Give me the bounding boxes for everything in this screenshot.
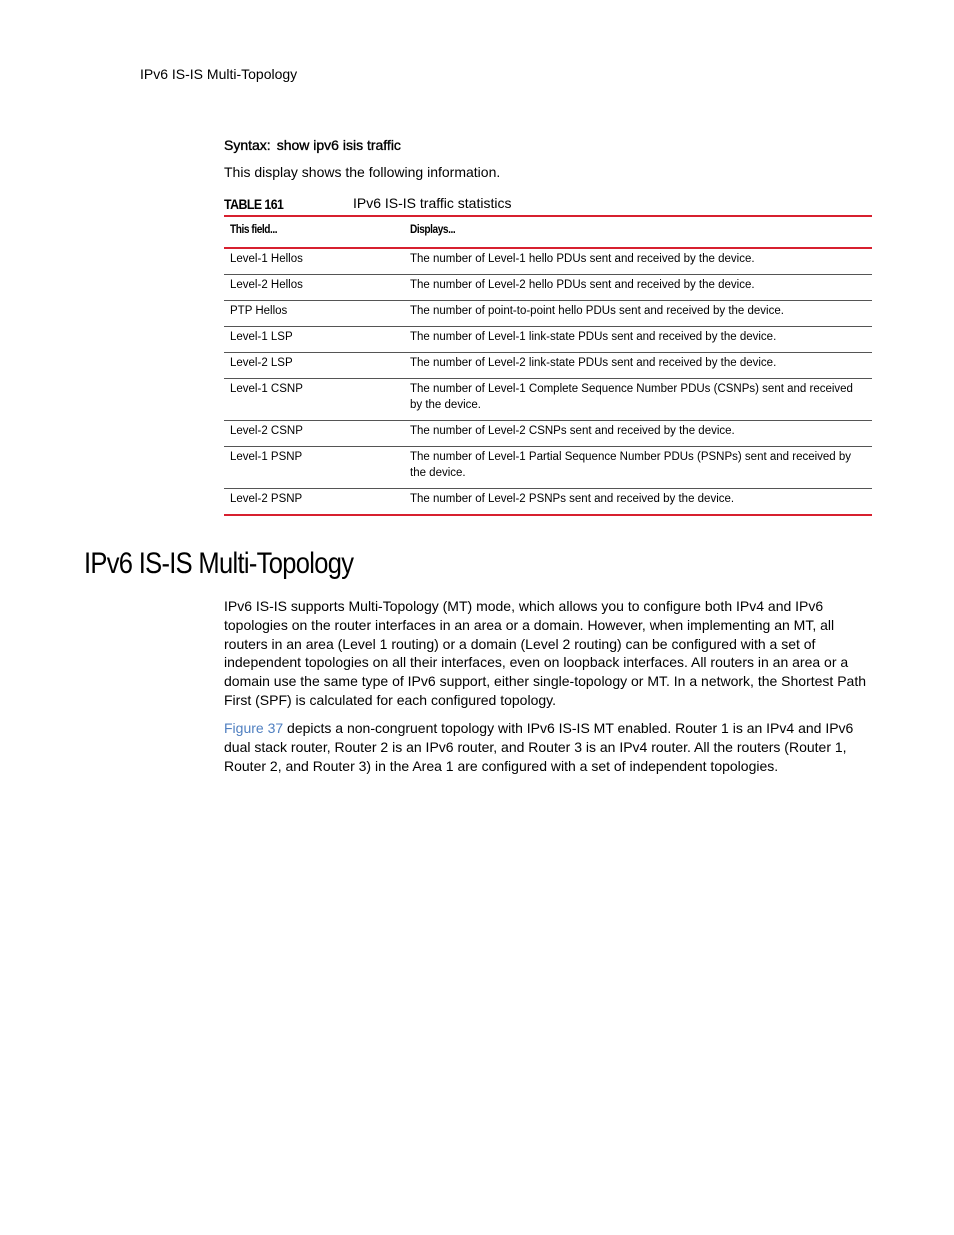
field-cell: PTP Hellos [224, 301, 404, 327]
field-cell: Level-1 Hellos [224, 248, 404, 275]
table-label: TABLE 161 [224, 196, 284, 212]
intro-text: This display shows the following information. [224, 164, 501, 180]
figure-37-link[interactable]: Figure 37 [224, 720, 284, 736]
description-cell: The number of point-to-point hello PDUs sent and received by the device. [404, 301, 872, 327]
description-cell: The number of Level-2 CSNPs sent and received by the device. [404, 421, 872, 447]
field-cell: Level-2 LSP [224, 353, 404, 379]
field-cell: Level-1 PSNP [224, 447, 404, 489]
table-row [224, 275, 872, 301]
section-heading: IPv6 IS-IS Multi-Topology [84, 547, 354, 580]
description-cell: The number of Level-1 Complete Sequence Number PDUs (CSNPs) sent and received by the device. [404, 379, 872, 421]
table-row [224, 447, 872, 489]
table-row [224, 248, 872, 275]
field-cell: Level-1 CSNP [224, 379, 404, 421]
field-cell: Level-2 Hellos [224, 275, 404, 301]
section-paragraph-2 [224, 719, 872, 775]
table-row [224, 421, 872, 447]
paragraph-2-text: depicts a non-congruent topology with IPv6 IS-IS MT enabled. Router 1 is an IPv4 and IPv6 dual stack router, Router 2 is an IPv6 router, and Router 3 is an IPv4 router. All the routers (Router 1, Router 2, and Router 3) in the Area 1 are configured with a set of independent topologies. [224, 720, 854, 774]
field-cell: Level-2 CSNP [224, 421, 404, 447]
table-title: IPv6 IS-IS traffic statistics [353, 195, 512, 211]
description-cell: The number of Level-2 PSNPs sent and received by the device. [404, 489, 872, 516]
description-cell: The number of Level-1 link-state PDUs sent and received by the device. [404, 327, 872, 353]
column-header-displays: Displays... [410, 224, 456, 236]
table-row [224, 327, 872, 353]
table-caption [224, 195, 872, 213]
table-row [224, 489, 872, 516]
syntax-label: Syntax: [224, 137, 271, 153]
description-cell: The number of Level-1 hello PDUs sent and received by the device. [404, 248, 872, 275]
field-cell: Level-2 PSNP [224, 489, 404, 516]
description-cell: The number of Level-2 hello PDUs sent and received by the device. [404, 275, 872, 301]
table-row [224, 301, 872, 327]
column-header-field: This field... [230, 224, 278, 236]
field-cell: Level-1 LSP [224, 327, 404, 353]
traffic-statistics-table [224, 215, 872, 516]
description-cell: The number of Level-1 Partial Sequence Number PDUs (PSNPs) sent and received by the device. [404, 447, 872, 489]
syntax-command: show ipv6 isis traffic [276, 137, 401, 153]
running-header: IPv6 IS-IS Multi-Topology [140, 66, 298, 82]
table-row [224, 379, 872, 421]
description-cell: The number of Level-2 link-state PDUs sent and received by the device. [404, 353, 872, 379]
table-row [224, 353, 872, 379]
table-header-row [224, 216, 872, 248]
syntax-line [224, 137, 401, 153]
section-paragraph-1: IPv6 IS-IS supports Multi-Topology (MT) mode, which allows you to configure both IPv4 and IPv6 topologies on the router interfaces in an area or a domain. However, when implementing an MT, all routers in an area (Level 1 routing) or a domain (Level 2 routing) can be configured with a set of independent topologies on all their interfaces, even on loopback interfaces. All routers in an area or a domain use the same type of IPv6 support, either single-topology or MT. In a network, the Shortest Path First (SPF) is calculated for each configured topology. [224, 598, 867, 708]
